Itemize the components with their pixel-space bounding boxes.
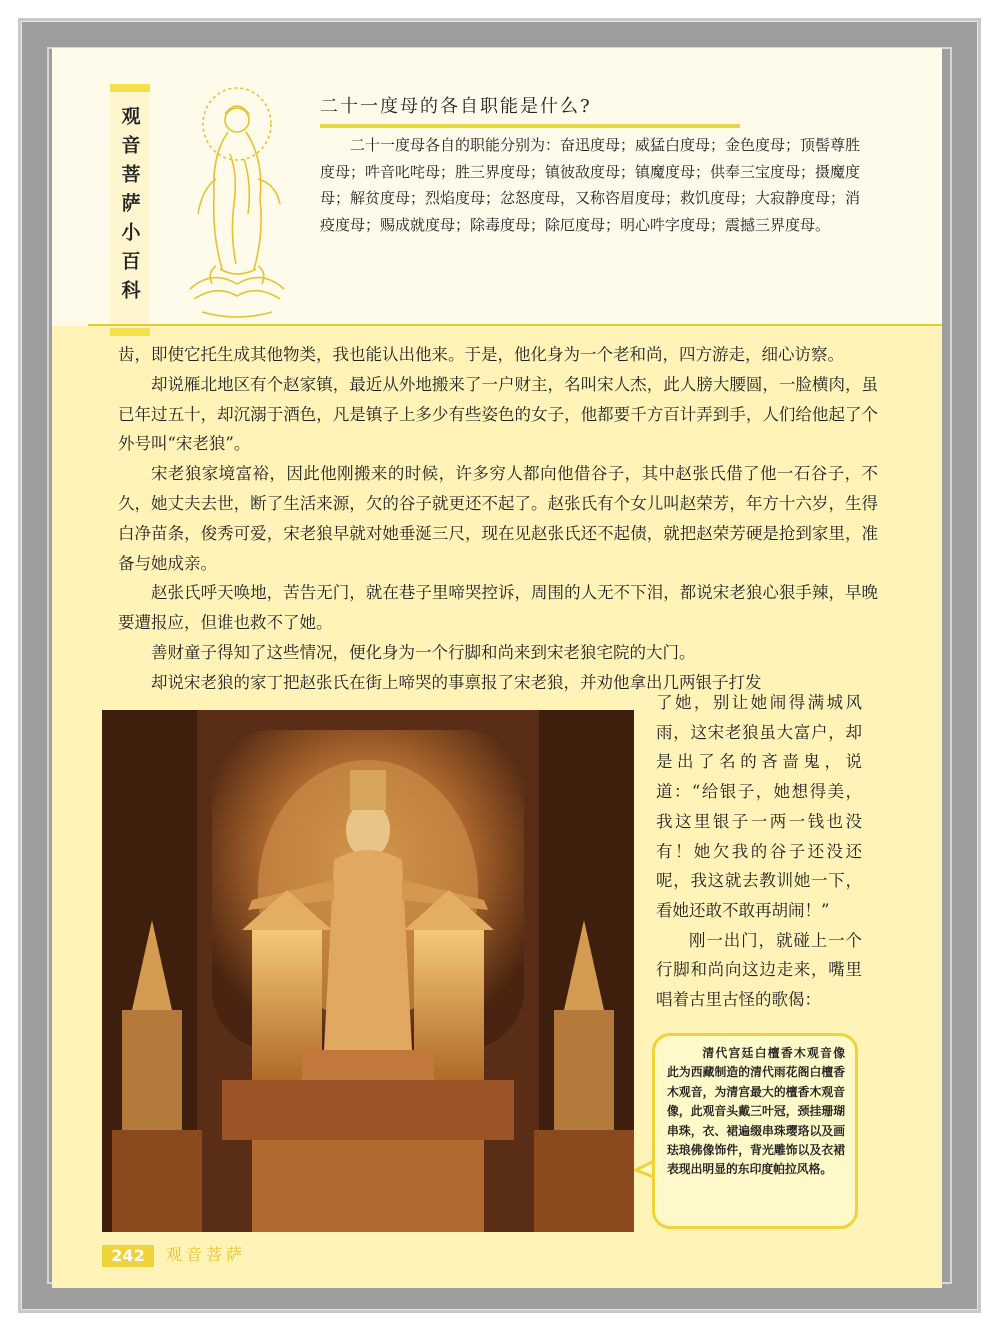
section-title: 二十一度母的各自职能是什么?	[320, 96, 592, 117]
title-underline	[320, 124, 740, 128]
book-page	[52, 48, 942, 1288]
guanyin-statue-photo	[102, 710, 634, 1232]
story-side-column	[656, 688, 862, 1015]
sidebar-tab	[110, 84, 150, 336]
story-paragraph: 赵张氏呼天唤地，苦告无门，就在巷子里啼哭控诉，周围的人无不下泪，都说宋老狼心狠手辣，早晚要遭报应，但谁也救不了她。	[118, 583, 878, 633]
story-paragraph: 了她，别让她闹得满城风雨，这宋老狼虽大富户，却是出了名的吝啬鬼，说道：“给银子，她想得美，我这里银子一两一钱也没有！她欠我的谷子还没还呢，我这就去教训她一下，看她还敢不敢再胡闹！”	[656, 693, 862, 920]
story-text	[118, 340, 878, 698]
story-paragraph: 却说宋老狼的家丁把赵张氏在街上啼哭的事禀报了宋老狼，并劝他拿出几两银子打发	[151, 672, 762, 692]
panel-divider	[88, 324, 942, 326]
book-title: 观音菩萨	[166, 1245, 247, 1264]
sidebar-label: 观音菩萨小百科	[118, 106, 141, 309]
story-paragraph: 却说雁北地区有个赵家镇，最近从外地搬来了一户财主，名叫宋人杰，此人膀大腰圆，一脸横肉，虽已年过五十，却沉溺于酒色，凡是镇子上多少有些姿色的女子，他都要千方百计弄到手，人们给他起了个外号叫“宋老狼”。	[118, 374, 878, 454]
story-paragraph: 宋老狼家境富裕，因此他刚搬来的时候，许多穷人都向他借谷子，其中赵张氏借了他一石谷子，不久，她丈夫去世，断了生活来源，欠的谷子就更还不起了。赵张氏有个女儿叫赵荣芳，年方十六岁，生得白净苗条，俊秀可爱，宋老狼早就对她垂涎三尺，现在见赵张氏还不起债，就把赵荣芳硬是抢到家里，准备与她成亲。	[118, 464, 878, 573]
story-paragraph: 齿，即使它托生成其他物类，我也能认出他来。于是，他化身为一个老和尚，四方游走，细心访察。	[118, 345, 844, 364]
photo-caption: 清代宫廷白檀香木观音像 此为西藏制造的清代雨花阁白檀香木观音，为清宫最大的檀香木观音像，此观音头戴三叶冠，颈挂珊瑚串珠，衣、裙遍缀串珠璎珞以及画珐琅佛像饰件，背光雕饰以及衣裙表现出明显的东印度帕拉风格。	[652, 1033, 858, 1229]
statue-photo-illustration	[102, 710, 634, 1232]
story-paragraph: 刚一出门，就碰上一个行脚和尚向这边走来，嘴里唱着古里古怪的歌偈：	[656, 930, 862, 1010]
guanyin-line-art-icon	[172, 84, 302, 324]
page-number: 242	[102, 1245, 154, 1267]
story-paragraph: 善财童子得知了这些情况，便化身为一个行脚和尚来到宋老狼宅院的大门。	[151, 642, 696, 662]
section-body: 二十一度母各自的职能分别为：奋迅度母；威猛白度母；金色度母；顶髻尊胜度母；吽音叱咤母；胜三界度母；镇彼敌度母；镇魔度母；供奉三宝度母；摄魔度母；解贫度母；烈焰度母；忿怒度母，又称咨眉度母；救饥度母；大寂静度母；消疫度母；赐成就度母；除毒度母；除厄度母；明心吽字度母；震撼三界度母。	[320, 136, 861, 234]
